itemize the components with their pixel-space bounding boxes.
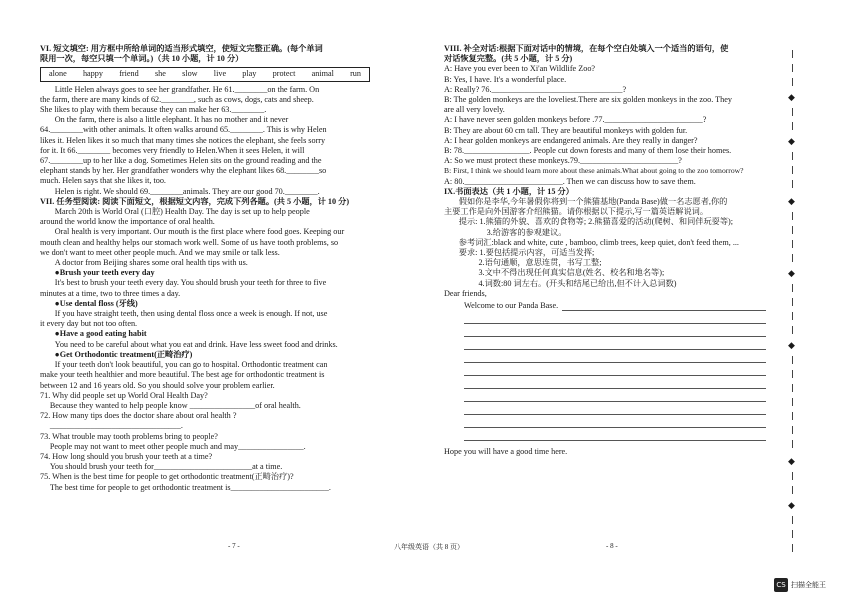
diamond-icon: ◆: [788, 268, 795, 278]
writing-line[interactable]: [464, 311, 766, 324]
writing-line[interactable]: [464, 324, 766, 337]
question-74: 74. How long should you brush your teeth at a time?: [40, 451, 213, 461]
task-line: 要求: 1.要包括提示内容，可适当发挥;: [458, 248, 595, 258]
scanner-watermark: [774, 574, 854, 596]
task-line: 参考词汇:black and white, cute , bamboo, climb trees, keep quiet, don't feed them, ...: [458, 237, 739, 247]
tip-heading: ●Have a good eating habit: [54, 329, 147, 339]
diamond-icon: ◆: [788, 456, 795, 466]
para-line: mouth clean and healthy helps our stomach work well. Some of us have tooth problems, so: [40, 237, 339, 247]
tip-heading: ●Brush your teeth every day: [54, 268, 155, 278]
task-line: 3.文中不得出现任何真实信息(姓名、校名和地名等);: [478, 268, 665, 278]
answer-72: ________________________________.: [49, 421, 183, 431]
right-page: [444, 44, 770, 544]
welcome-row: [444, 301, 770, 311]
question-73: 73. What trouble may tooth problems bring to people?: [40, 431, 218, 441]
word: slow: [182, 69, 198, 79]
writing-line[interactable]: [562, 301, 766, 311]
writing-line[interactable]: [464, 363, 766, 376]
word: run: [350, 69, 361, 79]
word: happy: [82, 69, 103, 79]
para-line: around the world know the importance of oral health.: [40, 217, 215, 227]
dear-line: Dear friends,: [444, 288, 487, 298]
task-line: 2.语句通顺，意思连贯，书写工整;: [478, 258, 602, 268]
para-line: likes it. Helen likes it so much that many times she notices the elephant, she feels sorry: [40, 135, 326, 145]
binding-margin: [785, 40, 801, 560]
para-line: A doctor from Beijing shares some oral health tips with us.: [54, 258, 248, 268]
task-line: 3.给游客的参观建议。: [486, 227, 567, 237]
writing-line[interactable]: [464, 337, 766, 350]
para-line: If your teeth don't look beautiful, you can go to hospital. Orthodontic treatment can: [54, 360, 328, 370]
task-line: 4.词数:80 词左右。(开头和结尾已给出,但不计入总词数): [478, 278, 677, 288]
section-7-title: VII. 任务型阅读: 阅读下面短文，根据短文内容，完成下列各题。(共 5 小题，计 10 分): [40, 196, 350, 206]
dialog-line: B: 78.________________. People cut down forests and many of them lose their homes.: [444, 146, 732, 156]
right-page-number: - 8 -: [606, 542, 618, 550]
para-line: much. Helen says that she likes it, too.: [40, 176, 166, 186]
dialog-line: A: 80.________________________. Then we can discuss how to save them.: [444, 176, 696, 186]
para-line: On the farm, there is also a little elephant. It has no mother and it never: [54, 115, 289, 125]
dialog-line: A: So we must protect these monkeys.79.________________________?: [444, 156, 682, 166]
answer-75: The best time for people to get orthodontic treatment is________________________.: [49, 482, 331, 492]
left-page: [40, 44, 412, 544]
dialog-line: B: The golden monkeys are the loveliest.There are six golden monkeys in the zoo. They: [444, 95, 733, 105]
answer-73: People may not want to meet other people much and may________________.: [49, 441, 306, 451]
dialog-line: B: They are about 60 cm tall. They are beautiful monkeys with golden fur.: [444, 125, 688, 135]
answer-74: You should brush your teeth for________________________at a time.: [49, 462, 283, 472]
writing-line[interactable]: [464, 350, 766, 363]
dialog-line: A: Really? 76.________________________________?: [444, 84, 627, 94]
dialog-line: A: I have never seen golden monkeys before .77.________________________?: [444, 115, 707, 125]
word: protect: [272, 69, 296, 79]
writing-line[interactable]: [464, 428, 766, 441]
word: she: [154, 69, 166, 79]
scanner-name: 扫描全能王: [791, 581, 826, 589]
diamond-icon: ◆: [788, 136, 795, 146]
para-line: You need to be careful about what you eat and drink. Have less sweet food and drinks.: [54, 339, 338, 349]
dialog-line: B: First, I think we should learn more about these animals.What about going to the zoo tomorrow?: [444, 166, 744, 176]
tip-heading: ●Get Orthodontic treatment(正畸治疗): [54, 349, 193, 359]
section-8-title: VIII. 补全对话:根据下面对话中的情境，在每个空白处填入一个适当的语句，使: [444, 44, 729, 53]
task-line: 假如你是李华,今年暑假你将到一个熊猫基地(Panda Base)做一名志愿者,你的: [458, 197, 728, 207]
word-box: [40, 67, 370, 81]
diamond-icon: ◆: [788, 196, 795, 206]
word: live: [213, 69, 227, 79]
dialog-line: A: I hear golden monkeys are endangered animals. Are they really in danger?: [444, 135, 698, 145]
task-line: 提示: 1.熊猫的外貌、喜欢的食物等; 2.熊猫喜爱的活动(爬树、和同伴玩耍等);: [458, 217, 734, 227]
scanner-logo-icon: CS: [774, 578, 788, 592]
para-line: It's best to brush your teeth every day. You should brush your teeth for three to five: [54, 278, 327, 288]
question-71: 71. Why did people set up World Oral Health Day?: [40, 390, 208, 400]
word: friend: [119, 69, 139, 79]
para-line: minutes at a time, two to three times a day.: [40, 288, 181, 298]
tip-heading: ●Use dental floss (牙线): [54, 298, 138, 308]
para-line: Helen is right. We should 69.________animals. They are our good 70.________.: [54, 186, 320, 196]
answer-71: Because they wanted to help people know ________________of oral health.: [49, 400, 301, 410]
para-line: 64.________with other animals. It often walks around 65.________. This is why Helen: [40, 125, 327, 135]
section-9-title: IX.书面表达（共 1 小题，计 15 分）: [444, 186, 574, 196]
para-line: If you have straight teeth, then using dental floss once a week is enough. If not, use: [54, 309, 328, 319]
para-line: She likes to play with them because they can make her 63.________.: [40, 105, 267, 115]
para-line: Oral health is very important. Our mouth is the first place where food goes. Keeping our: [54, 227, 345, 237]
section-6-title-cont: 限用一次，每空只填一个单词。)（共 10 小题，计 10 分）: [40, 54, 244, 64]
para-line: we don't want to meet other people much. And we may smile or talk less.: [40, 247, 280, 257]
word: play: [242, 69, 257, 79]
dialog-line: A: Have you ever been to Xi'an Wildlife Zoo?: [444, 64, 596, 74]
section-8-title-cont: 对话恢复完整。(共 5 小题，计 5 分): [444, 54, 573, 64]
writing-line[interactable]: [464, 389, 766, 402]
diamond-icon: ◆: [788, 340, 795, 350]
task-line: 主要工作是向外国游客介绍熊猫。请你根据以下提示,写一篇英语解说词。: [444, 207, 709, 217]
para-line: between 12 and 16 years old. So you should solve your problem earlier.: [40, 380, 275, 390]
section-6-title: VI. 短文填空: 用方框中所给单词的适当形式填空，使短文完整正确。(每个单词: [40, 44, 323, 53]
welcome-line: Welcome to our Panda Base.: [464, 301, 559, 311]
dialog-line: B: Yes, I have. It's a wonderful place.: [444, 74, 567, 84]
writing-line[interactable]: [464, 376, 766, 389]
question-75: 75. When is the best time for people to get orthodontic treatment(正畸治疗)?: [40, 472, 294, 482]
question-72: 72. How many tips does the doctor share about oral health ?: [40, 411, 237, 421]
dialog-line: are all very lovely.: [444, 105, 505, 115]
para-line: the farm, there are many kinds of 62.________, such as cows, dogs, cats and sheep.: [40, 94, 314, 104]
diamond-icon: ◆: [788, 92, 795, 102]
para-line: March 20th is World Oral (口腔) Health Day. The day is set up to help people: [54, 207, 310, 217]
writing-line[interactable]: [464, 402, 766, 415]
writing-line[interactable]: [464, 415, 766, 428]
para-line: Little Helen always goes to see her grandfather. He 61.________on the farm. On: [54, 84, 320, 94]
diamond-icon: ◆: [788, 500, 795, 510]
para-line: 67.________up to her like a dog. Sometimes Helen sits on the ground reading and the: [40, 156, 322, 166]
para-line: for it. It 66.________ becomes very friendly to Helen.When it sees Helen, it will: [40, 145, 305, 155]
para-line: make your teeth healthier and more beautiful. The best age for orthodontic treatment is: [40, 370, 325, 380]
left-page-number: - 7 -: [228, 542, 240, 550]
para-line: it every day but not too often.: [40, 319, 138, 329]
footer-center: 八年级英语（共 8 页）: [394, 543, 464, 551]
word: alone: [49, 69, 67, 79]
word: animal: [311, 69, 334, 79]
para-line: elephant stands by her. Her grandfather wonders why the elephant likes 68.________so: [40, 166, 327, 176]
closing-line: Hope you will have a good time here.: [444, 447, 568, 457]
